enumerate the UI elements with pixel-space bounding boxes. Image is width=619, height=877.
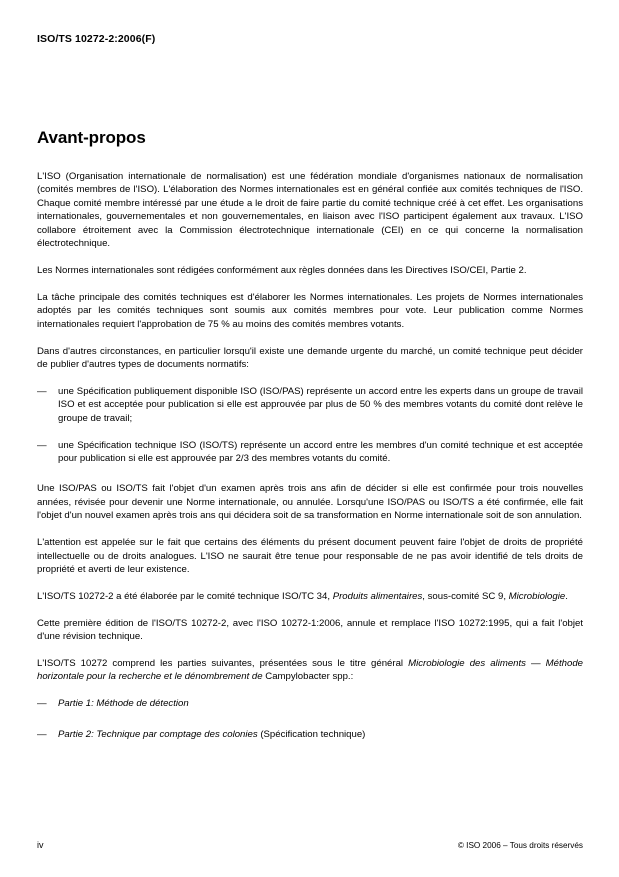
dash-marker-icon: — (37, 439, 47, 451)
committee-italic-produits-alimentaires: Produits alimentaires (332, 590, 423, 602)
part-title-italic: Partie 2: Technique par comptage des colonies (58, 728, 258, 740)
parts-intro-before: L'ISO/TS 10272 comprend les parties suivantes, présentées sous le titre général (37, 658, 409, 670)
list-item (37, 697, 583, 710)
parts-intro-italic-general-title: Microbiologie des aliments — Méthode horizontale pour la recherche et le dénombrement de (37, 658, 584, 683)
document-header-reference: ISO/TS 10272-2:2006(F) (37, 33, 156, 45)
document-body (37, 128, 583, 741)
part-title-roman: (Spécification technique) (257, 728, 366, 740)
dash-marker-icon: — (37, 385, 47, 397)
paragraph-parts-intro (37, 657, 583, 684)
paragraph-iso-description: L'ISO (Organisation internationale de normalisation) est une fédération mondiale d'organismes nationaux de normalisation (comités membres de l'ISO). L'élaboration des Normes internationales est en général confiée aux comités techniques de l'ISO. Chaque comité membre intéressé par une étude a le droit de faire partie du comité technique créé à cet effet. Les organisations internationales, gouvernementales et non gouvernementales, en liaison avec l'ISO participent également aux travaux. L'ISO collabore étroitement avec la Commission électrotechnique internationale (CEI) en ce qui concerne la normalisation électrotechnique. (37, 171, 583, 250)
page-title: Avant-propos (37, 128, 146, 147)
paragraph-technical-committees: La tâche principale des comités techniques est d'élaborer les Normes internationales. Les projets de Normes internationales adoptés par les comités techniques sont soumis aux comités membres pour vote. Leur publication comme Normes internationales requiert l'approbation de 75 % au moins des comités membres votants. (37, 291, 583, 330)
part-title-italic: Partie 1: Méthode de détection (58, 698, 189, 710)
committee-text-after: . (565, 590, 568, 602)
list-item (37, 728, 583, 741)
paragraph-review-cycle: Une ISO/PAS ou ISO/TS fait l'objet d'un examen après trois ans afin de décider si elle est confirmée pour trois nouvelles années, révisée pour devenir une Norme internationale, ou annulée. Lorsqu'une ISO/PAS ou ISO/TS a été confirmée, elle fait l'objet d'un nouvel examen après trois ans qui décidera soit de sa transformation en Norme internationale soit de son annulation. (37, 483, 583, 522)
dash-marker-icon: — (37, 728, 47, 740)
list-item (37, 439, 583, 466)
committee-italic-microbiologie: Microbiologie (508, 590, 566, 602)
list-item-text: une Spécification technique ISO (ISO/TS) représente un accord entre les membres d'un comité technique et est acceptée pour publication si elle est approuvée par 2/3 des membres votants du comité. (58, 439, 583, 464)
page-number: iv (37, 840, 44, 850)
copyright-notice: © ISO 2006 – Tous droits réservés (457, 841, 583, 850)
paragraph-directives: Les Normes internationales sont rédigées conformément aux règles données dans les Directives ISO/CEI, Partie 2. (37, 264, 527, 276)
paragraph-patent-rights: L'attention est appelée sur le fait que certains des éléments du présent document peuvent faire l'objet de droits de propriété intellectuelle ou de droits analogues. L'ISO ne saurait être tenue pour responsable de ne pas avoir identifié de tels droits de propriété et averti de leur existence. (37, 537, 583, 575)
page-footer (37, 840, 583, 850)
paragraph-edition-history: Cette première édition de l'ISO/TS 10272-2, avec l'ISO 10272-1:2006, annule et remplace l'ISO 10272:1995, qui a fait l'objet d'une révision technique. (37, 617, 583, 643)
list-item (37, 385, 583, 425)
committee-text-middle: , sous-comité SC 9, (422, 590, 509, 602)
paragraph-other-normative-documents: Dans d'autres circonstances, en particulier lorsqu'il existe une demande urgente du marché, un comité technique peut décider de publier d'autres types de documents normatifs: (37, 345, 583, 370)
list-item-text: une Spécification publiquement disponible ISO (ISO/PAS) représente un accord entre les experts dans un groupe de travail ISO et est acceptée pour publication si elle est approuvée par plus de 50 % des membres votants du comité dont relève le groupe de travail; (58, 385, 583, 424)
parts-intro-after: Campylobacter spp.: (262, 671, 354, 683)
committee-text-before: L'ISO/TS 10272-2 a été élaborée par le comité technique ISO/TC 34, (37, 590, 333, 602)
dash-marker-icon: — (37, 698, 47, 710)
paragraph-committee-origin (37, 590, 583, 603)
